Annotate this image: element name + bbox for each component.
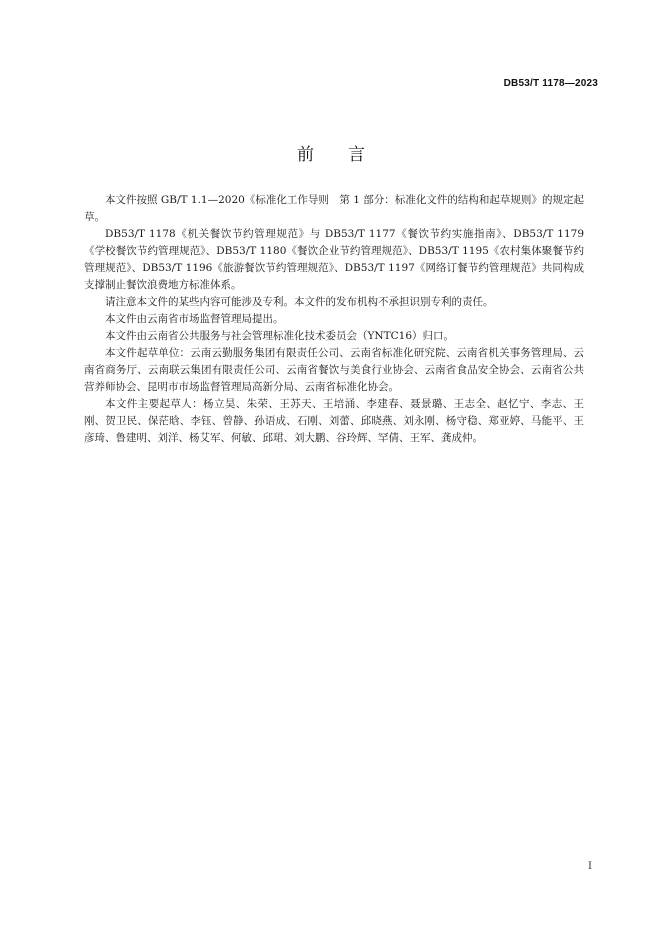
paragraph-patent-notice: 请注意本文件的某些内容可能涉及专利。本文件的发布机构不承担识别专利的责任。 <box>105 296 494 308</box>
section-heading-foreword: 前 言 <box>297 145 365 165</box>
document-code: DB53/T 1178—2023 <box>503 78 598 89</box>
foreword-body <box>84 192 584 447</box>
paragraph-drafting-rules: 本文件按照 GB/T 1.1—2020《标准化工作导则 第 1 部分：标准化文件的结构和起草规则》的规定起草。 <box>84 194 584 223</box>
paragraph-proposed-by: 本文件由云南省市场监督管理局提出。 <box>105 313 284 325</box>
page-number: I <box>588 861 592 872</box>
paragraph-drafting-units: 本文件起草单位：云南云勤服务集团有限责任公司、云南省标准化研究院、云南省机关事务管理局、云南省商务厅、云南联云集团有限责任公司、云南省餐饮与美食行业协会、云南省食品安全协会、云南省公共营养师协会、昆明市市场监督管理局高新分局、云南省标准化协会。 <box>84 347 584 393</box>
paragraph-drafters: 本文件主要起草人：杨立昊、朱荣、王苏天、王培涌、李建春、聂景璐、王志全、赵忆宁、李志、王刚、贺卫民、保茫晗、李钰、曾静、孙语成、石刚、刘蕾、邱晓燕、刘永刚、杨守稳、郑亚婷、马能平、王彦琦、鲁建明、刘洋、杨艾军、何敏、邱珺、刘大鹏、谷玲辉、罕倩、王军、龚成仲。 <box>84 398 584 444</box>
paragraph-centralized-by: 本文件由云南省公共服务与社会管理标准化技术委员会（YNTC16）归口。 <box>105 330 455 342</box>
paragraph-standard-series: DB53/T 1178《机关餐饮节约管理规范》与 DB53/T 1177《餐饮节约实施指南》、DB53/T 1179《学校餐饮节约管理规范》、DB53/T 1180《餐饮企业节约管理规范》、DB53/T 1195《农村集体聚餐节约管理规范》、DB53/T 1196《旅游餐饮节约管理规范》、DB53/T 1197《网络订餐节约管理规范》共同构成支撑制止餐饮浪费地方标准体系。 <box>84 228 584 291</box>
